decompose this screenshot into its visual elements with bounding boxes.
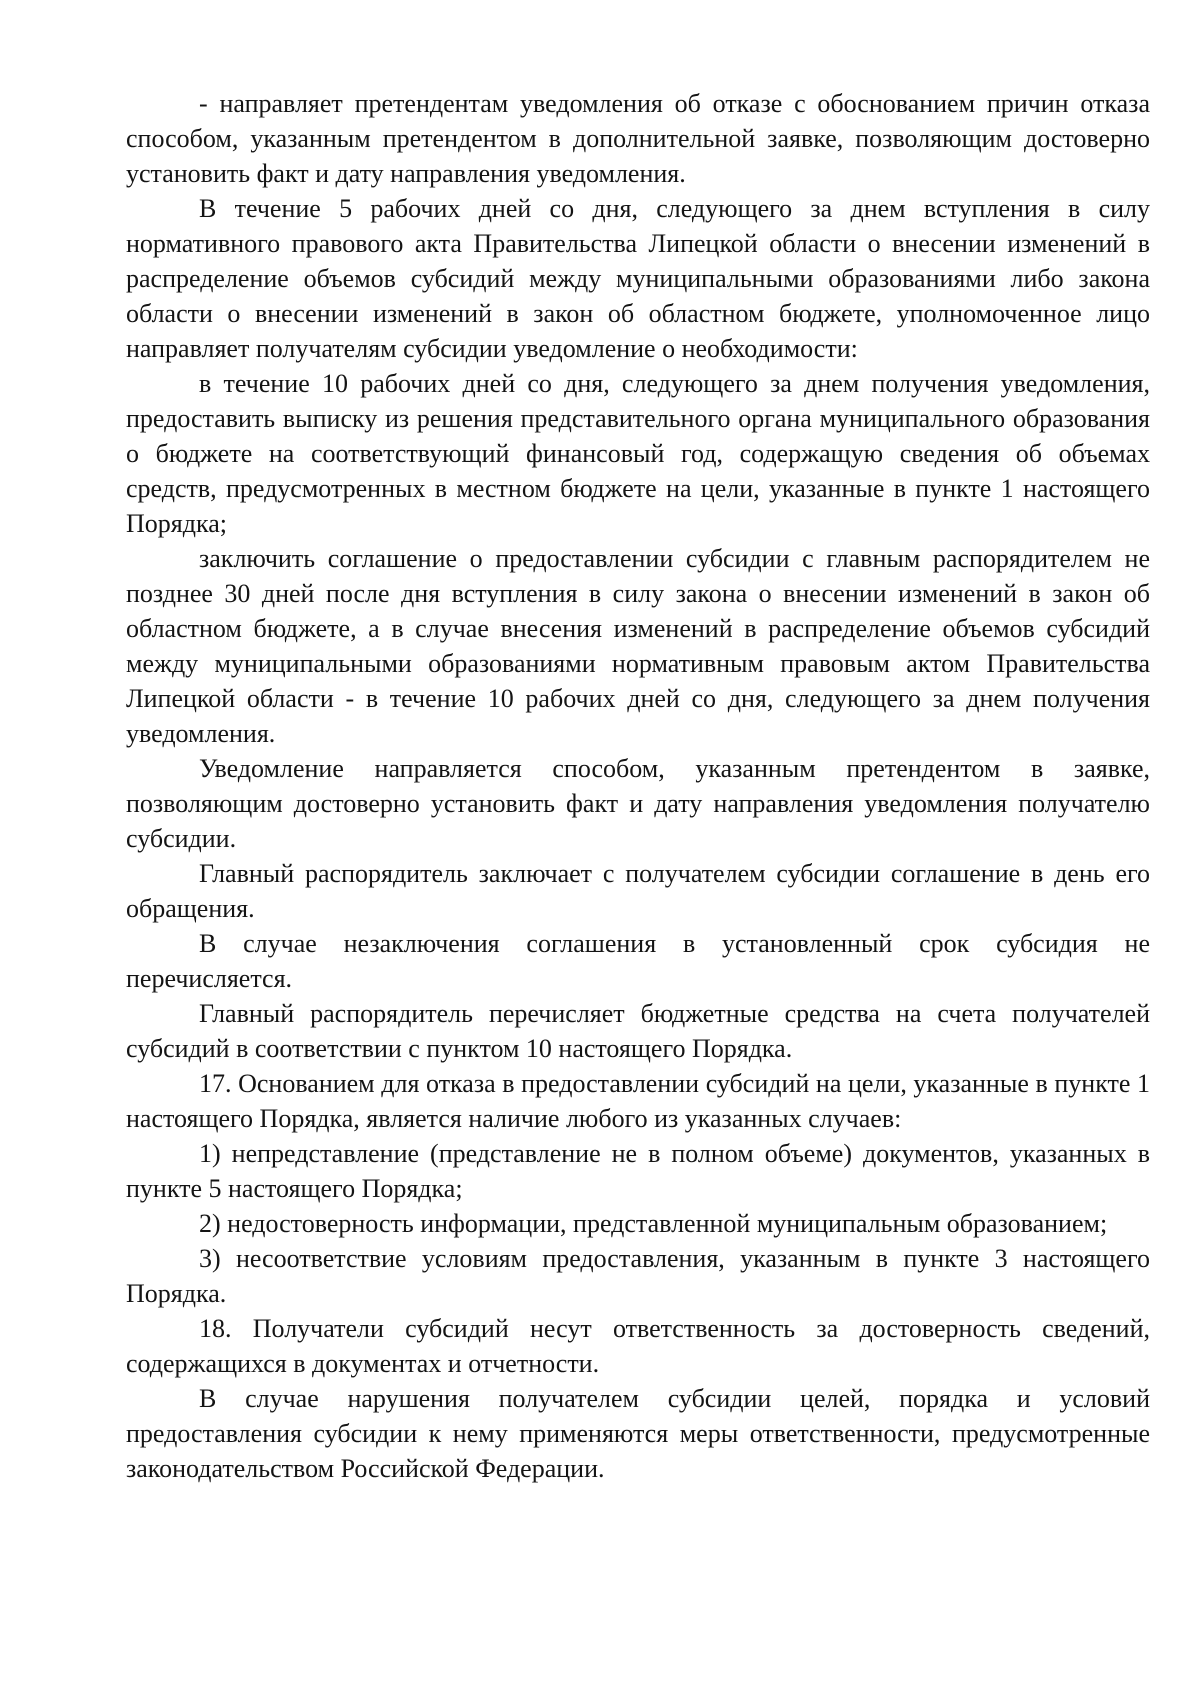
paragraph-violation-liability: В случае нарушения получателем субсидии целей, порядка и условий предоставления субсидии к нему применяются меры ответственности, предусмотренные законодательством Российской Федерации. <box>126 1384 1150 1483</box>
paragraph-reason-3: 3) несоответствие условиям предоставления, указанным в пункте 3 настоящего Порядка. <box>126 1244 1150 1308</box>
paragraph-refusal-notice: - направляет претендентам уведомления об отказе с обоснованием причин отказа способом, указанным претендентом в дополнительной заявке, позволяющим достоверно установить факт и дату направления уведомления. <box>126 89 1150 188</box>
paragraph-conclude-agreement: заключить соглашение о предоставлении субсидии с главным распорядителем не позднее 30 дней после дня вступления в силу закона о внесении изменений в закон об областном бюджете, а в случае внесения изменений в распределение объемов субсидий между муниципальными образованиями нормативным правовым актом Правительства Липецкой области - в течение 10 рабочих дней со дня, следующего за днем получения уведомления. <box>126 544 1150 748</box>
paragraph-no-agreement: В случае незаключения соглашения в установленный срок субсидия не перечисляется. <box>126 929 1150 993</box>
paragraph-section-17: 17. Основанием для отказа в предоставлении субсидий на цели, указанные в пункте 1 настоящего Порядка, является наличие любого из указанных случаев: <box>126 1069 1150 1133</box>
paragraph-budget-extract: в течение 10 рабочих дней со дня, следующего за днем получения уведомления, предоставить выписку из решения представительного органа муниципального образования о бюджете на соответствующий финансовый год, содержащую сведения об объемах средств, предусмотренных в местном бюджете на цели, указанные в пункте 1 настоящего Порядка; <box>126 369 1150 538</box>
paragraph-change-notification: В течение 5 рабочих дней со дня, следующего за днем вступления в силу нормативного правового акта Правительства Липецкой области о внесении изменений в распределение объемов субсидий между муниципальными образованиями либо закона области о внесении изменений в закон об областном бюджете, уполномоченное лицо направляет получателям субсидии уведомление о необходимости: <box>126 194 1150 363</box>
paragraph-reason-1: 1) непредставление (представление не в полном объеме) документов, указанных в пункте 5 настоящего Порядка; <box>126 1139 1150 1203</box>
paragraph-notification-method: Уведомление направляется способом, указанным претендентом в заявке, позволяющим достоверно установить факт и дату направления уведомления получателю субсидии. <box>126 754 1150 853</box>
paragraph-section-18: 18. Получатели субсидий несут ответственность за достоверность сведений, содержащихся в документах и отчетности. <box>126 1314 1150 1378</box>
paragraph-agreement-day: Главный распорядитель заключает с получателем субсидии соглашение в день его обращения. <box>126 859 1150 923</box>
document-page <box>126 86 1150 1486</box>
paragraph-funds-transfer: Главный распорядитель перечисляет бюджетные средства на счета получателей субсидий в соответствии с пунктом 10 настоящего Порядка. <box>126 999 1150 1063</box>
paragraph-reason-2: 2) недостоверность информации, представленной муниципальным образованием; <box>199 1209 1108 1238</box>
